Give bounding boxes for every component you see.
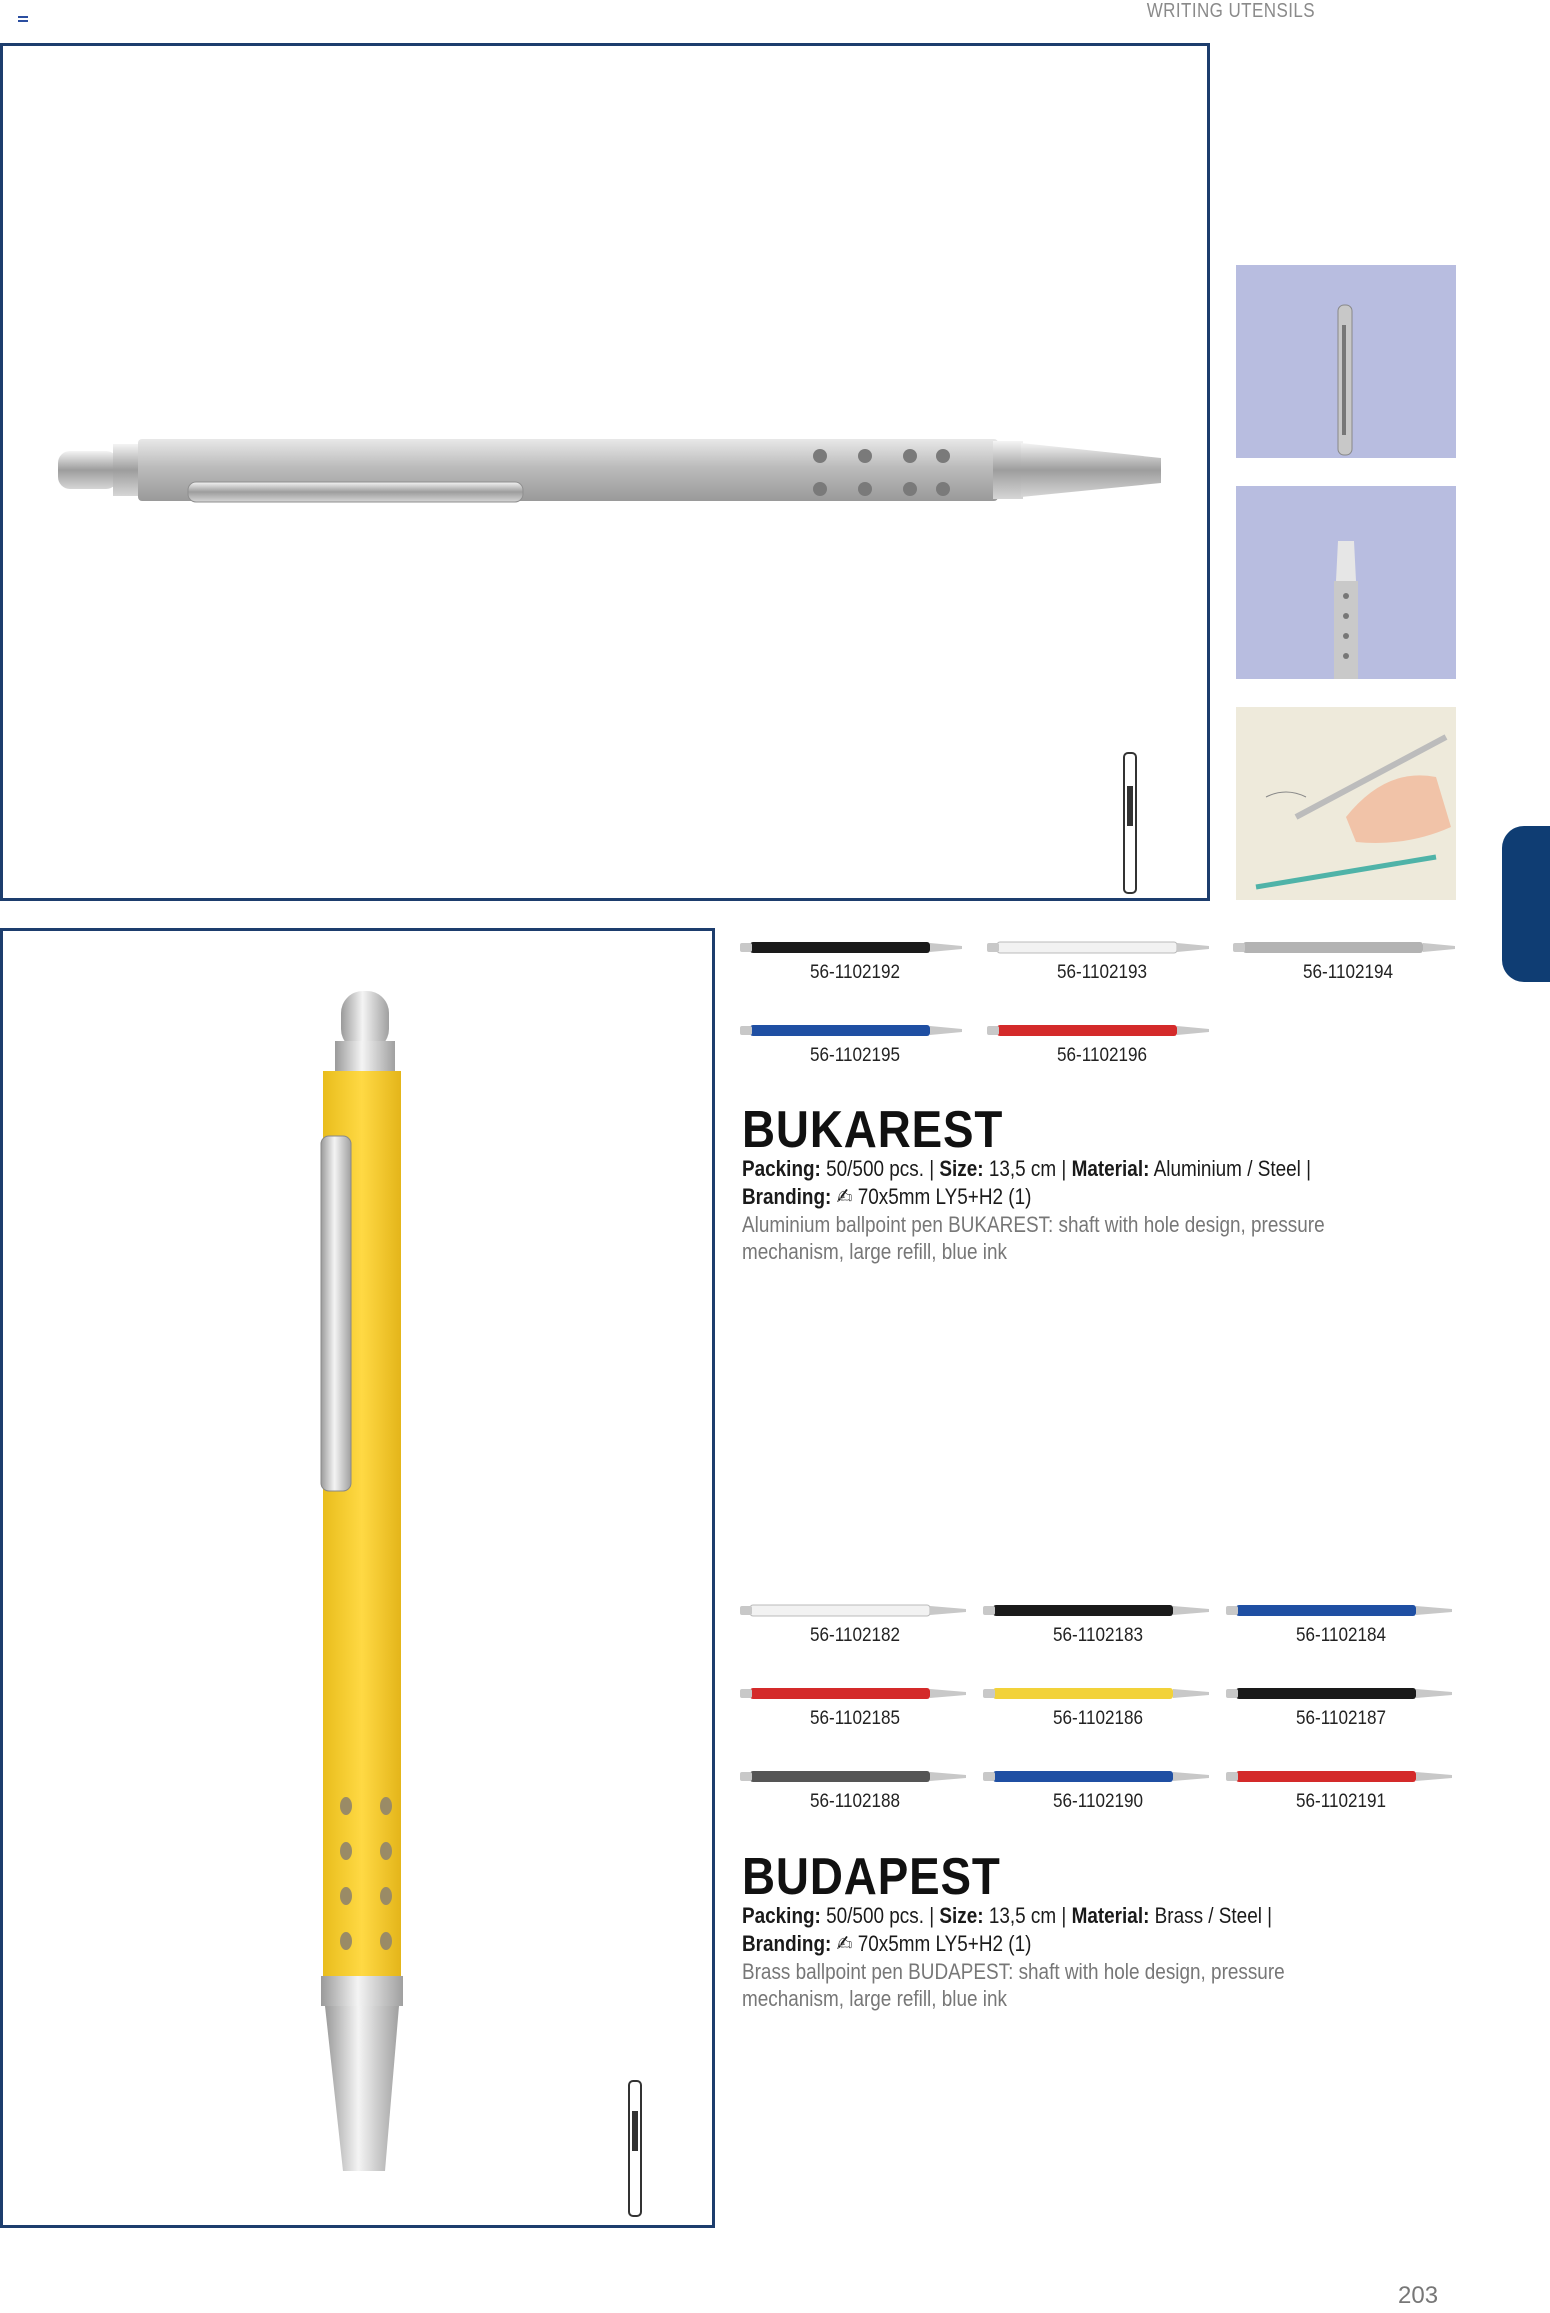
material-label: Material: bbox=[1071, 1903, 1150, 1928]
variant-code: 56-1102185 bbox=[809, 1708, 901, 1729]
variant-swatch bbox=[1226, 1766, 1456, 1786]
variant-item[interactable] bbox=[740, 1683, 970, 1730]
variant-code: 56-1102190 bbox=[1052, 1791, 1144, 1812]
bukarest-thumb-tip[interactable] bbox=[1236, 486, 1456, 679]
variant-swatch bbox=[740, 1766, 970, 1786]
size-value: 13,5 cm bbox=[988, 1156, 1057, 1181]
product-title-bukarest: BUKAREST bbox=[742, 1101, 1004, 1159]
variant-swatch bbox=[983, 1766, 1213, 1786]
size-label: Size: bbox=[939, 1903, 984, 1928]
section-tab[interactable] bbox=[1502, 826, 1550, 982]
variant-code: 56-1102194 bbox=[1302, 962, 1394, 983]
variant-item[interactable] bbox=[983, 1683, 1213, 1730]
budapest-main-image bbox=[0, 928, 715, 2228]
variant-code: 56-1102196 bbox=[1056, 1045, 1148, 1066]
bukarest-thumb-lifestyle[interactable] bbox=[1236, 707, 1456, 900]
variant-item[interactable] bbox=[987, 1020, 1217, 1067]
product-description-budapest: Brass ballpoint pen BUDAPEST: shaft with hole design, pressure mechanism, large refill, blue ink bbox=[742, 1959, 1285, 2011]
product-specs-budapest: Packing: 50/500 pcs. | Size: 13,5 cm | Material: Brass / Steel | Branding: ✍ 70x5mm LY5+H2 (1) bbox=[742, 1903, 1273, 1956]
variant-item[interactable] bbox=[1233, 937, 1463, 984]
variant-item[interactable] bbox=[983, 1600, 1213, 1647]
variant-swatch bbox=[983, 1683, 1213, 1703]
size-value: 13,5 cm bbox=[988, 1903, 1057, 1928]
variant-swatch bbox=[1226, 1683, 1456, 1703]
product-specs-bukarest: Packing: 50/500 pcs. | Size: 13,5 cm | Material: Aluminium / Steel | Branding: ✍ 70x5mm LY5+H2 (1) bbox=[742, 1156, 1312, 1209]
branding-value: 70x5mm LY5+H2 (1) bbox=[857, 1931, 1032, 1956]
section-header: WRITING UTENSILS bbox=[1146, 0, 1315, 22]
variant-swatch bbox=[740, 1020, 970, 1040]
material-value: Aluminium / Steel bbox=[1153, 1156, 1301, 1181]
product-description-bukarest: Aluminium ballpoint pen BUKAREST: shaft with hole design, pressure mechanism, large refill, blue ink bbox=[742, 1212, 1325, 1264]
variant-item[interactable] bbox=[740, 1600, 970, 1647]
variant-swatch bbox=[983, 1600, 1213, 1620]
variant-code: 56-1102193 bbox=[1056, 962, 1148, 983]
variant-swatch bbox=[740, 1683, 970, 1703]
variant-item[interactable] bbox=[983, 1766, 1213, 1813]
packing-label: Packing: bbox=[742, 1903, 821, 1928]
branding-label: Branding: bbox=[742, 1931, 832, 1956]
variant-swatch bbox=[987, 937, 1217, 957]
variant-swatch bbox=[987, 1020, 1217, 1040]
variant-code: 56-1102187 bbox=[1295, 1708, 1387, 1729]
menu-icon[interactable] bbox=[18, 16, 28, 24]
branding-icon: ✍ bbox=[836, 1184, 853, 1209]
variant-code: 56-1102192 bbox=[809, 962, 901, 983]
budapest-pen-illustration bbox=[3, 931, 712, 2225]
packing-value: 50/500 pcs. bbox=[826, 1903, 924, 1928]
bukarest-thumb-top[interactable] bbox=[1236, 265, 1456, 458]
variant-code: 56-1102188 bbox=[809, 1791, 901, 1812]
variant-code: 56-1102182 bbox=[809, 1625, 901, 1646]
variant-swatch bbox=[1233, 937, 1463, 957]
variant-item[interactable] bbox=[740, 937, 970, 984]
bukarest-pen-illustration bbox=[3, 46, 1207, 898]
variant-item[interactable] bbox=[987, 937, 1217, 984]
hand-writing-image bbox=[1236, 707, 1456, 900]
branding-icon: ✍ bbox=[836, 1931, 853, 1956]
pen-tip-image bbox=[1236, 486, 1456, 679]
variant-item[interactable] bbox=[1226, 1683, 1456, 1730]
variant-swatch bbox=[740, 937, 970, 957]
packing-label: Packing: bbox=[742, 1156, 821, 1181]
variant-code: 56-1102186 bbox=[1052, 1708, 1144, 1729]
pen-top-image bbox=[1236, 265, 1456, 458]
variant-code: 56-1102191 bbox=[1295, 1791, 1387, 1812]
variant-code: 56-1102184 bbox=[1295, 1625, 1387, 1646]
material-value: Brass / Steel bbox=[1154, 1903, 1262, 1928]
variant-item[interactable] bbox=[740, 1766, 970, 1813]
variant-item[interactable] bbox=[1226, 1600, 1456, 1647]
variant-item[interactable] bbox=[740, 1020, 970, 1067]
page-number: 203 bbox=[1398, 2282, 1439, 2309]
branding-value: 70x5mm LY5+H2 (1) bbox=[857, 1184, 1032, 1209]
product-title-budapest: BUDAPEST bbox=[742, 1848, 1001, 1906]
variant-code: 56-1102195 bbox=[809, 1045, 901, 1066]
material-label: Material: bbox=[1071, 1156, 1150, 1181]
variant-swatch bbox=[1226, 1600, 1456, 1620]
branding-label: Branding: bbox=[742, 1184, 832, 1209]
size-label: Size: bbox=[939, 1156, 984, 1181]
packing-value: 50/500 pcs. bbox=[826, 1156, 924, 1181]
variant-code: 56-1102183 bbox=[1052, 1625, 1144, 1646]
bukarest-main-image bbox=[0, 43, 1210, 901]
variant-swatch bbox=[740, 1600, 970, 1620]
variant-item[interactable] bbox=[1226, 1766, 1456, 1813]
